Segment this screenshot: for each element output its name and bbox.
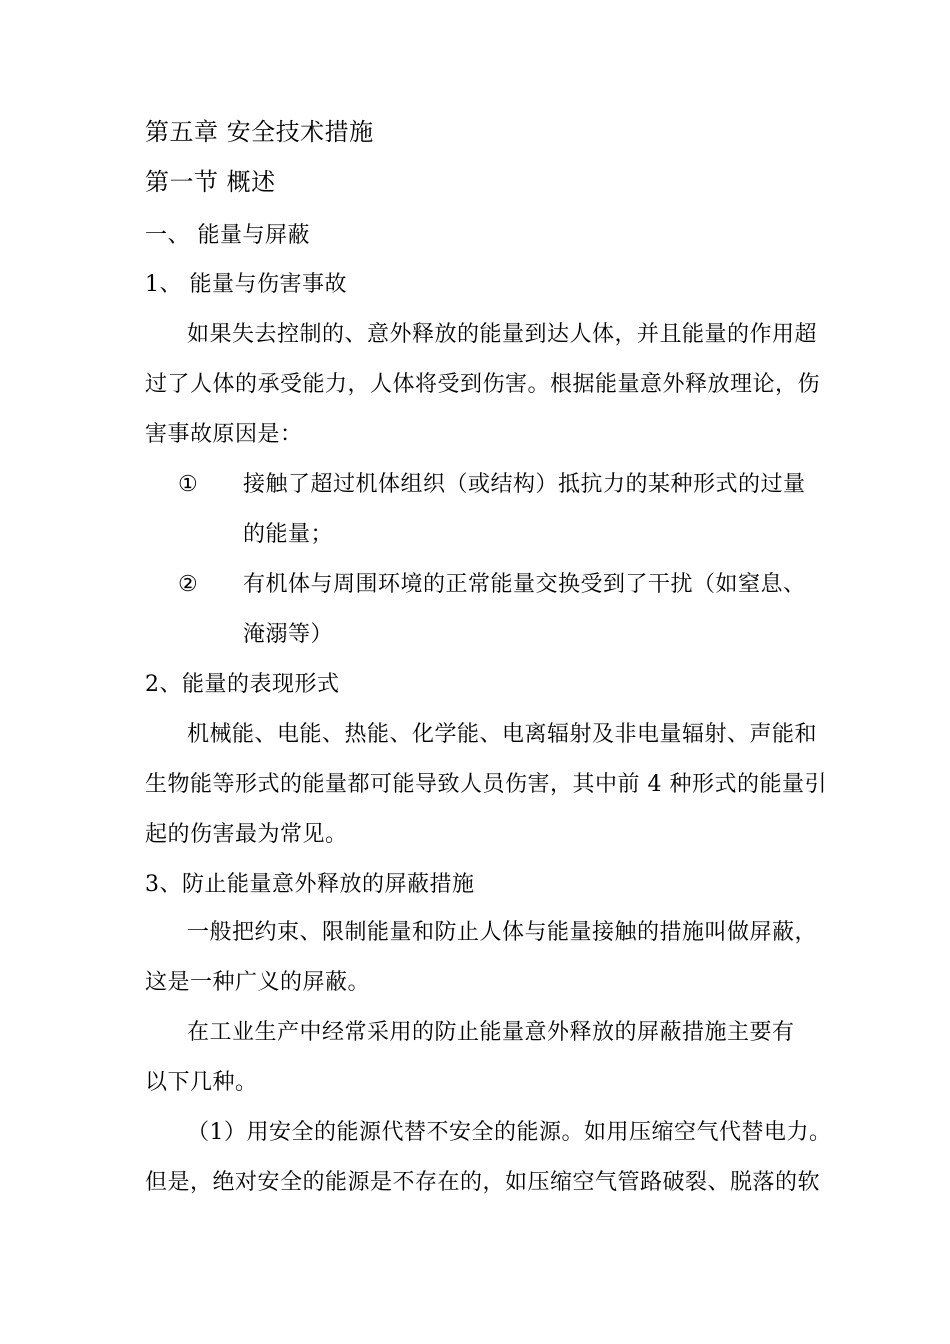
list-item-line: 接触了超过机体组织（或结构）抵抗力的某种形式的过量 xyxy=(243,472,806,497)
paragraph-line: 但是，绝对安全的能源是不存在的，如压缩空气管路破裂、脱落的软 xyxy=(145,1170,821,1195)
paragraph-line: 这是一种广义的屏蔽。 xyxy=(145,970,371,995)
list-item-line: 淹溺等） xyxy=(243,622,334,647)
paragraph-line: 一般把约束、限制能量和防止人体与能量接触的措施叫做屏蔽， xyxy=(187,920,818,945)
paragraph-line: 在工业生产中经常采用的防止能量意外释放的屏蔽措施主要有 xyxy=(187,1020,795,1045)
chapter-title: 第五章 安全技术措施 xyxy=(145,118,374,146)
item1-title: 1、 能量与伤害事故 xyxy=(145,272,347,297)
paragraph-line: 如果失去控制的、意外释放的能量到达人体，并且能量的作用超 xyxy=(187,322,818,347)
item3-title: 3、防止能量意外释放的屏蔽措施 xyxy=(145,872,475,897)
list-item-line: 有机体与周围环境的正常能量交换受到了干扰（如窒息、 xyxy=(243,572,806,597)
list-marker: ② xyxy=(178,572,198,597)
item2-title: 2、能量的表现形式 xyxy=(145,672,340,697)
section-title: 第一节 概述 xyxy=(145,168,276,196)
list-item-line: 的能量； xyxy=(243,522,334,547)
paragraph-line: 起的伤害最为常见。 xyxy=(145,822,348,847)
paragraph-line: 以下几种。 xyxy=(145,1070,258,1095)
subsection-title: 一、 能量与屏蔽 xyxy=(145,223,310,248)
list-marker: ① xyxy=(178,472,198,497)
paragraph-line: 过了人体的承受能力，人体将受到伤害。根据能量意外释放理论，伤 xyxy=(145,372,821,397)
paragraph-line: 害事故原因是： xyxy=(145,422,303,447)
paragraph-line: （1）用安全的能源代替不安全的能源。如用压缩空气代替电力。 xyxy=(187,1120,832,1145)
paragraph-line: 机械能、电能、热能、化学能、电离辐射及非电量辐射、声能和 xyxy=(187,722,818,747)
paragraph-line: 生物能等形式的能量都可能导致人员伤害，其中前 4 种形式的能量引 xyxy=(145,772,827,797)
